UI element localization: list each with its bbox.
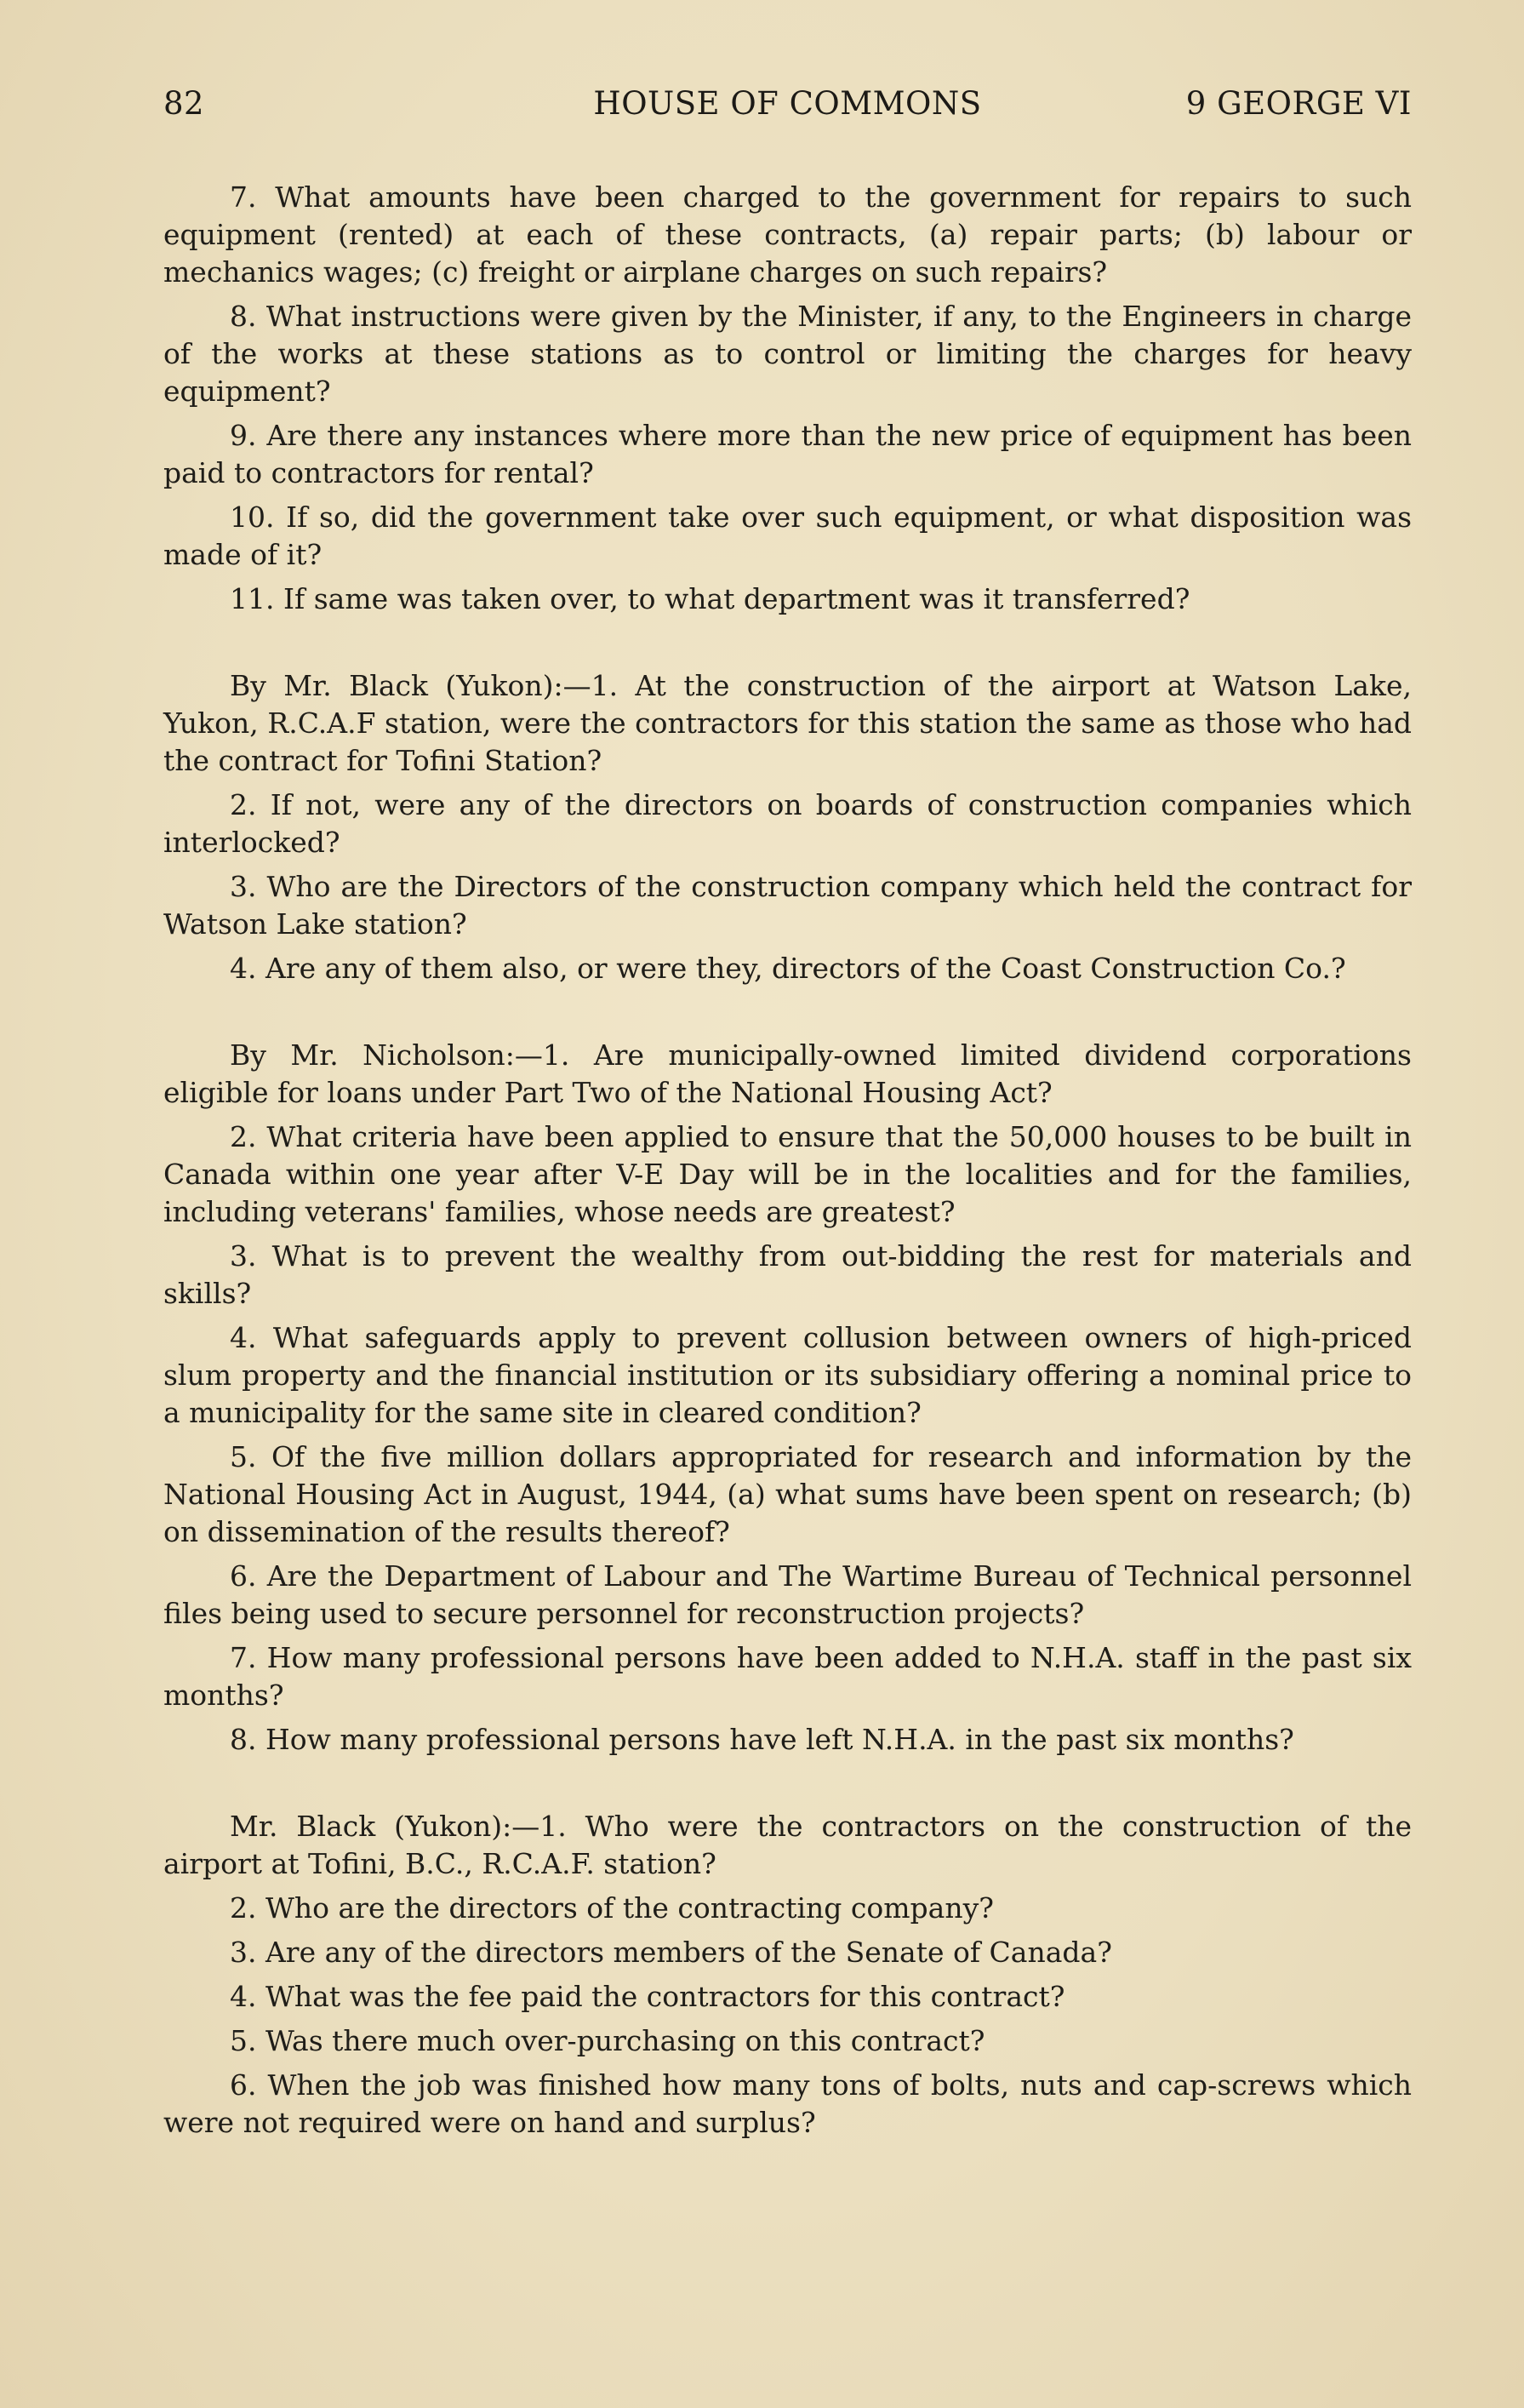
paragraph: By Mr. Black (Yukon):—1. At the construction of the airport at Watson Lake, Yukon, R.C.A.F station, were the contractors for this station the same as those who had the contract for Tofini Station?: [163, 669, 1412, 777]
paragraph: 7. How many professional persons have been added to N.H.A. staff in the past six months?: [163, 1641, 1412, 1712]
question-section-4: [163, 1808, 1412, 2142]
paragraph: 11. If same was taken over, to what department was it transferred?: [230, 582, 1190, 615]
paragraph: 5. Of the five million dollars appropriated for research and information by the National Housing Act in August, 1944, (a) what sums have been spent on research; (b) on dissemination of the results thereof?: [163, 1440, 1412, 1548]
question-section-1: [163, 179, 1412, 618]
paragraph: Mr. Black (Yukon):—1. Who were the contractors on the construction of the airport at Tofini, B.C., R.C.A.F. station?: [163, 1810, 1412, 1880]
paragraph: 2. Who are the directors of the contracting company?: [230, 1891, 994, 1925]
paragraph: By Mr. Nicholson:—1. Are municipally-owned limited dividend corporations eligible for loans under Part Two of the National Housing Act?: [163, 1038, 1412, 1109]
paragraph: 7. What amounts have been charged to the government for repairs to such equipment (rented) at each of these contracts, (a) repair parts; (b) labour or mechanics wages; (c) freight or airplane charges on such repairs?: [163, 180, 1412, 289]
paragraph: 10. If so, did the government take over such equipment, or what disposition was made of it?: [163, 500, 1412, 571]
paragraph: 8. How many professional persons have left N.H.A. in the past six months?: [230, 1723, 1294, 1756]
paragraph: 3. What is to prevent the wealthy from out-bidding the rest for materials and skills?: [163, 1239, 1412, 1310]
question-section-2: [163, 667, 1412, 987]
paragraph: 2. What criteria have been applied to ensure that the 50,000 houses to be built in Canada within one year after V-E Day will be in the localities and for the families, including veterans' families, whose needs are greatest?: [163, 1120, 1412, 1228]
question-section-3: [163, 1037, 1412, 1759]
paragraph: 9. Are there any instances where more than the new price of equipment has been paid to contractors for rental?: [163, 419, 1412, 489]
paragraph: 6. When the job was finished how many tons of bolts, nuts and cap-screws which were not required were on hand and surplus?: [163, 2068, 1412, 2139]
paragraph: 4. What was the fee paid the contractors for this contract?: [230, 1980, 1065, 2013]
paragraph: 3. Who are the Directors of the construction company which held the contract for Watson Lake station?: [163, 870, 1412, 941]
paragraph: 5. Was there much over-purchasing on this contract?: [230, 2024, 985, 2057]
running-title: HOUSE OF COMMONS: [593, 85, 982, 122]
paragraph: 6. Are the Department of Labour and The Wartime Bureau of Technical personnel files being used to secure personnel for reconstruction projects?: [163, 1559, 1412, 1630]
paragraph: 8. What instructions were given by the Minister, if any, to the Engineers in charge of the works at these stations as to control or limiting the charges for heavy equipment?: [163, 300, 1412, 408]
paragraph: 2. If not, were any of the directors on boards of construction companies which interlocked?: [163, 788, 1412, 859]
paragraph: 3. Are any of the directors members of the Senate of Canada?: [230, 1936, 1112, 1969]
page-body: [163, 179, 1412, 2148]
paragraph: 4. Are any of them also, or were they, directors of the Coast Construction Co.?: [230, 952, 1346, 985]
page-number: 82: [163, 85, 205, 122]
page-header: [163, 85, 1412, 129]
paragraph: 4. What safeguards apply to prevent collusion between owners of high-priced slum property and the financial institution or its subsidiary offering a nominal price to a municipality for the same site in cleared condition?: [163, 1321, 1412, 1429]
session-year: 9 GEORGE VI: [1185, 85, 1412, 122]
